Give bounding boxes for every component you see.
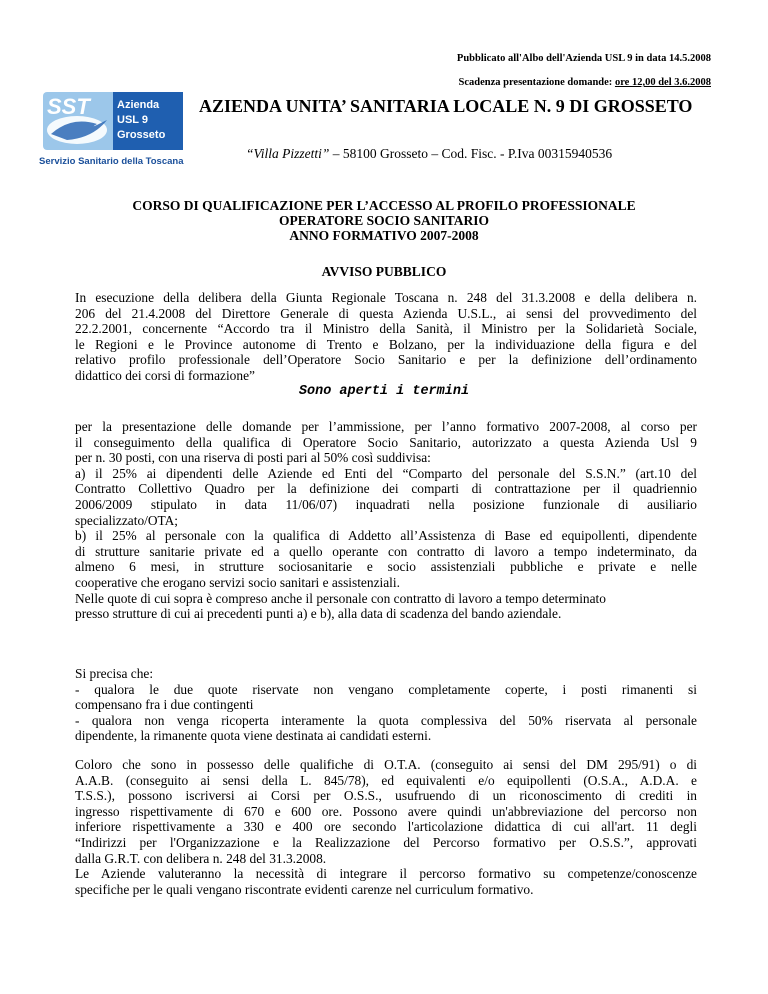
ota-lines-5: “Indirizzi per l'Organizzazione e la Realizzazione del Percorso formativo per O.S.S.”, approvati — [75, 834, 697, 850]
intro-lines-2: 22.2.2001, concernente “Accordo tra il Ministro della Sanità, il Ministro per la Solidarietà Sociale, — [75, 321, 697, 337]
ota-paragraph — [75, 757, 697, 897]
intro-lines-5: didattico dei corsi di formazione” — [75, 367, 255, 383]
intro-lines-1: 206 del 21.4.2008 del Direttore Generale di questa Azienda U.S.L., ai sensi del provvedimento del — [75, 305, 697, 321]
precisa-lines-1: - qualora le due quote riservate non vengano completamente coperte, i posti rimanenti si — [75, 681, 697, 697]
terms-lines-6: specializzato/OTA; — [75, 512, 179, 528]
deadline-notice — [459, 77, 712, 88]
terms-paragraph — [75, 419, 697, 622]
ota-lines-0: Coloro che sono in possesso delle qualifiche di O.T.A. (conseguito ai sensi del DM 295/91) o di — [75, 757, 697, 772]
logo-line-2: USL 9 — [117, 114, 148, 126]
intro-paragraph — [75, 290, 697, 384]
course-title-line-2: OPERATORE SOCIO SANITARIO — [278, 213, 490, 228]
open-terms-heading: Sono aperti i termini — [298, 384, 470, 399]
address-details: – 58100 Grosseto – Cod. Fisc. - P.Iva 00315940536 — [329, 146, 613, 161]
terms-lines-2: per n. 30 posti, con una riserva di posti pari al 50% così suddivisa: — [75, 450, 431, 466]
logo-line-3: Grosseto — [117, 129, 166, 141]
villa-name: “Villa Pizzetti” — [246, 146, 330, 161]
terms-lines-3: a) il 25% ai dipendenti delle Aziende ed Enti del “Comparto del personale del S.S.N.” (art.10 del — [75, 465, 697, 481]
ota-lines-6: dalla G.R.T. con delibera n. 248 del 31.3.2008. — [75, 850, 327, 866]
publication-notice — [457, 53, 711, 64]
agency-address — [246, 146, 612, 162]
ota-lines-8: specifiche per le quali vengano riscontrate evidenti carenze nel curriculum formativo. — [75, 881, 534, 897]
logo-line-1: Azienda — [117, 99, 160, 111]
terms-lines-1: il conseguimento della qualifica di Operatore Socio Sanitario, autorizzato a questa Azienda Usl 9 — [75, 434, 697, 450]
precisa-paragraph — [75, 666, 697, 744]
ota-lines-3: ingresso rispettivamente di 670 e 600 ore. Possono avere quindi un'abbreviazione del percorso non — [75, 803, 697, 819]
terms-lines-12: presso strutture di cui ai precedenti punti a) e b), alla data di scadenza del bando aziendale. — [75, 606, 562, 622]
intro-lines-4: relativo profilo professionale dell’Operatore Socio Sanitario e per la definizione dell’ordinamento — [75, 352, 697, 368]
terms-lines-0: per la presentazione delle domande per l’ammissione, per l’anno formativo 2007-2008, al corso per — [75, 419, 697, 434]
precisa-lines-3: - qualora non venga ricoperta interamente la quota complessiva del 50% riservata al personale — [75, 712, 697, 728]
terms-lines-5: 2006/2009 stipulato in data 11/06/07) inquadrati nella posizione funzionale di ausiliario — [75, 496, 697, 512]
course-title-line-3: ANNO FORMATIVO 2007-2008 — [289, 228, 479, 243]
ota-lines-7: Le Aziende valuteranno la necessità di integrare il percorso formativo su competenze/conoscenze — [75, 866, 697, 882]
ota-lines-1: A.A.B. (conseguito ai sensi della L. 845/78), ed equivalenti e/o equipollenti (O.S.A., A.D.A. e — [75, 772, 697, 788]
usl-logo — [37, 90, 187, 170]
agency-name: AZIENDA UNITA’ SANITARIA LOCALE N. 9 DI GROSSETO — [199, 96, 693, 116]
terms-lines-10: cooperative che erogano servizi socio sanitari e assistenziali. — [75, 574, 400, 590]
publication-text: Pubblicato all'Albo dell'Azienda USL 9 in data 14.5.2008 — [456, 53, 711, 64]
terms-lines-8: di strutture sanitarie private ed a quello operante con contratto di lavoro a tempo indeterminato, da — [75, 543, 697, 559]
intro-lines-0: In esecuzione della delibera della Giunta Regionale Toscana n. 248 del 31.3.2008 e della delibera n. — [75, 290, 697, 305]
terms-lines-7: b) il 25% al personale con la qualifica di Addetto all’Assistenza di Base ed equipollenti, dipendente — [75, 528, 697, 544]
deadline-value: ore 12,00 del 3.6.2008 — [614, 77, 711, 88]
course-title-line-1: CORSO DI QUALIFICAZIONE PER L’ACCESSO AL PROFILO PROFESSIONALE — [132, 198, 636, 213]
logo-footer: Servizio Sanitario della Toscana — [39, 156, 184, 167]
precisa-lines-2: compensano fra i due contingenti — [75, 697, 254, 713]
deadline-label: Scadenza presentazione domande: — [458, 77, 615, 88]
terms-lines-4: Contratto Collettivo Quadro per la definizione dei comparti di contrattazione per il quadriennio — [75, 481, 697, 497]
terms-lines-9: almeno 6 mesi, in strutture sociosanitarie e socio assistenziali pubbliche e private e nelle — [75, 559, 697, 575]
precisa-lines-4: dipendente, la rimanente quota viene destinata ai candidati esterni. — [75, 728, 432, 744]
notice-title: AVVISO PUBBLICO — [321, 264, 447, 279]
usl-logo-graphic — [37, 90, 187, 170]
intro-lines-3: le Regioni e le Province autonome di Trento e Bolzano, per la individuazione della figura e del — [75, 336, 697, 352]
precisa-lines-0: Si precisa che: — [75, 666, 154, 681]
ota-lines-4: inferiore rispettivamente a 330 e 400 ore secondo l'articolazione didattica di cui all'art. 11 degli — [75, 819, 697, 835]
ota-lines-2: T.S.S.), possono iscriversi ai Corsi per O.S.S., usufruendo di un riconoscimento di crediti in — [75, 788, 697, 804]
course-title — [0, 198, 768, 243]
logo-brand: SST — [47, 94, 90, 119]
terms-lines-11: Nelle quote di cui sopra è compreso anche il personale con contratto di lavoro a tempo determinato — [75, 590, 606, 606]
